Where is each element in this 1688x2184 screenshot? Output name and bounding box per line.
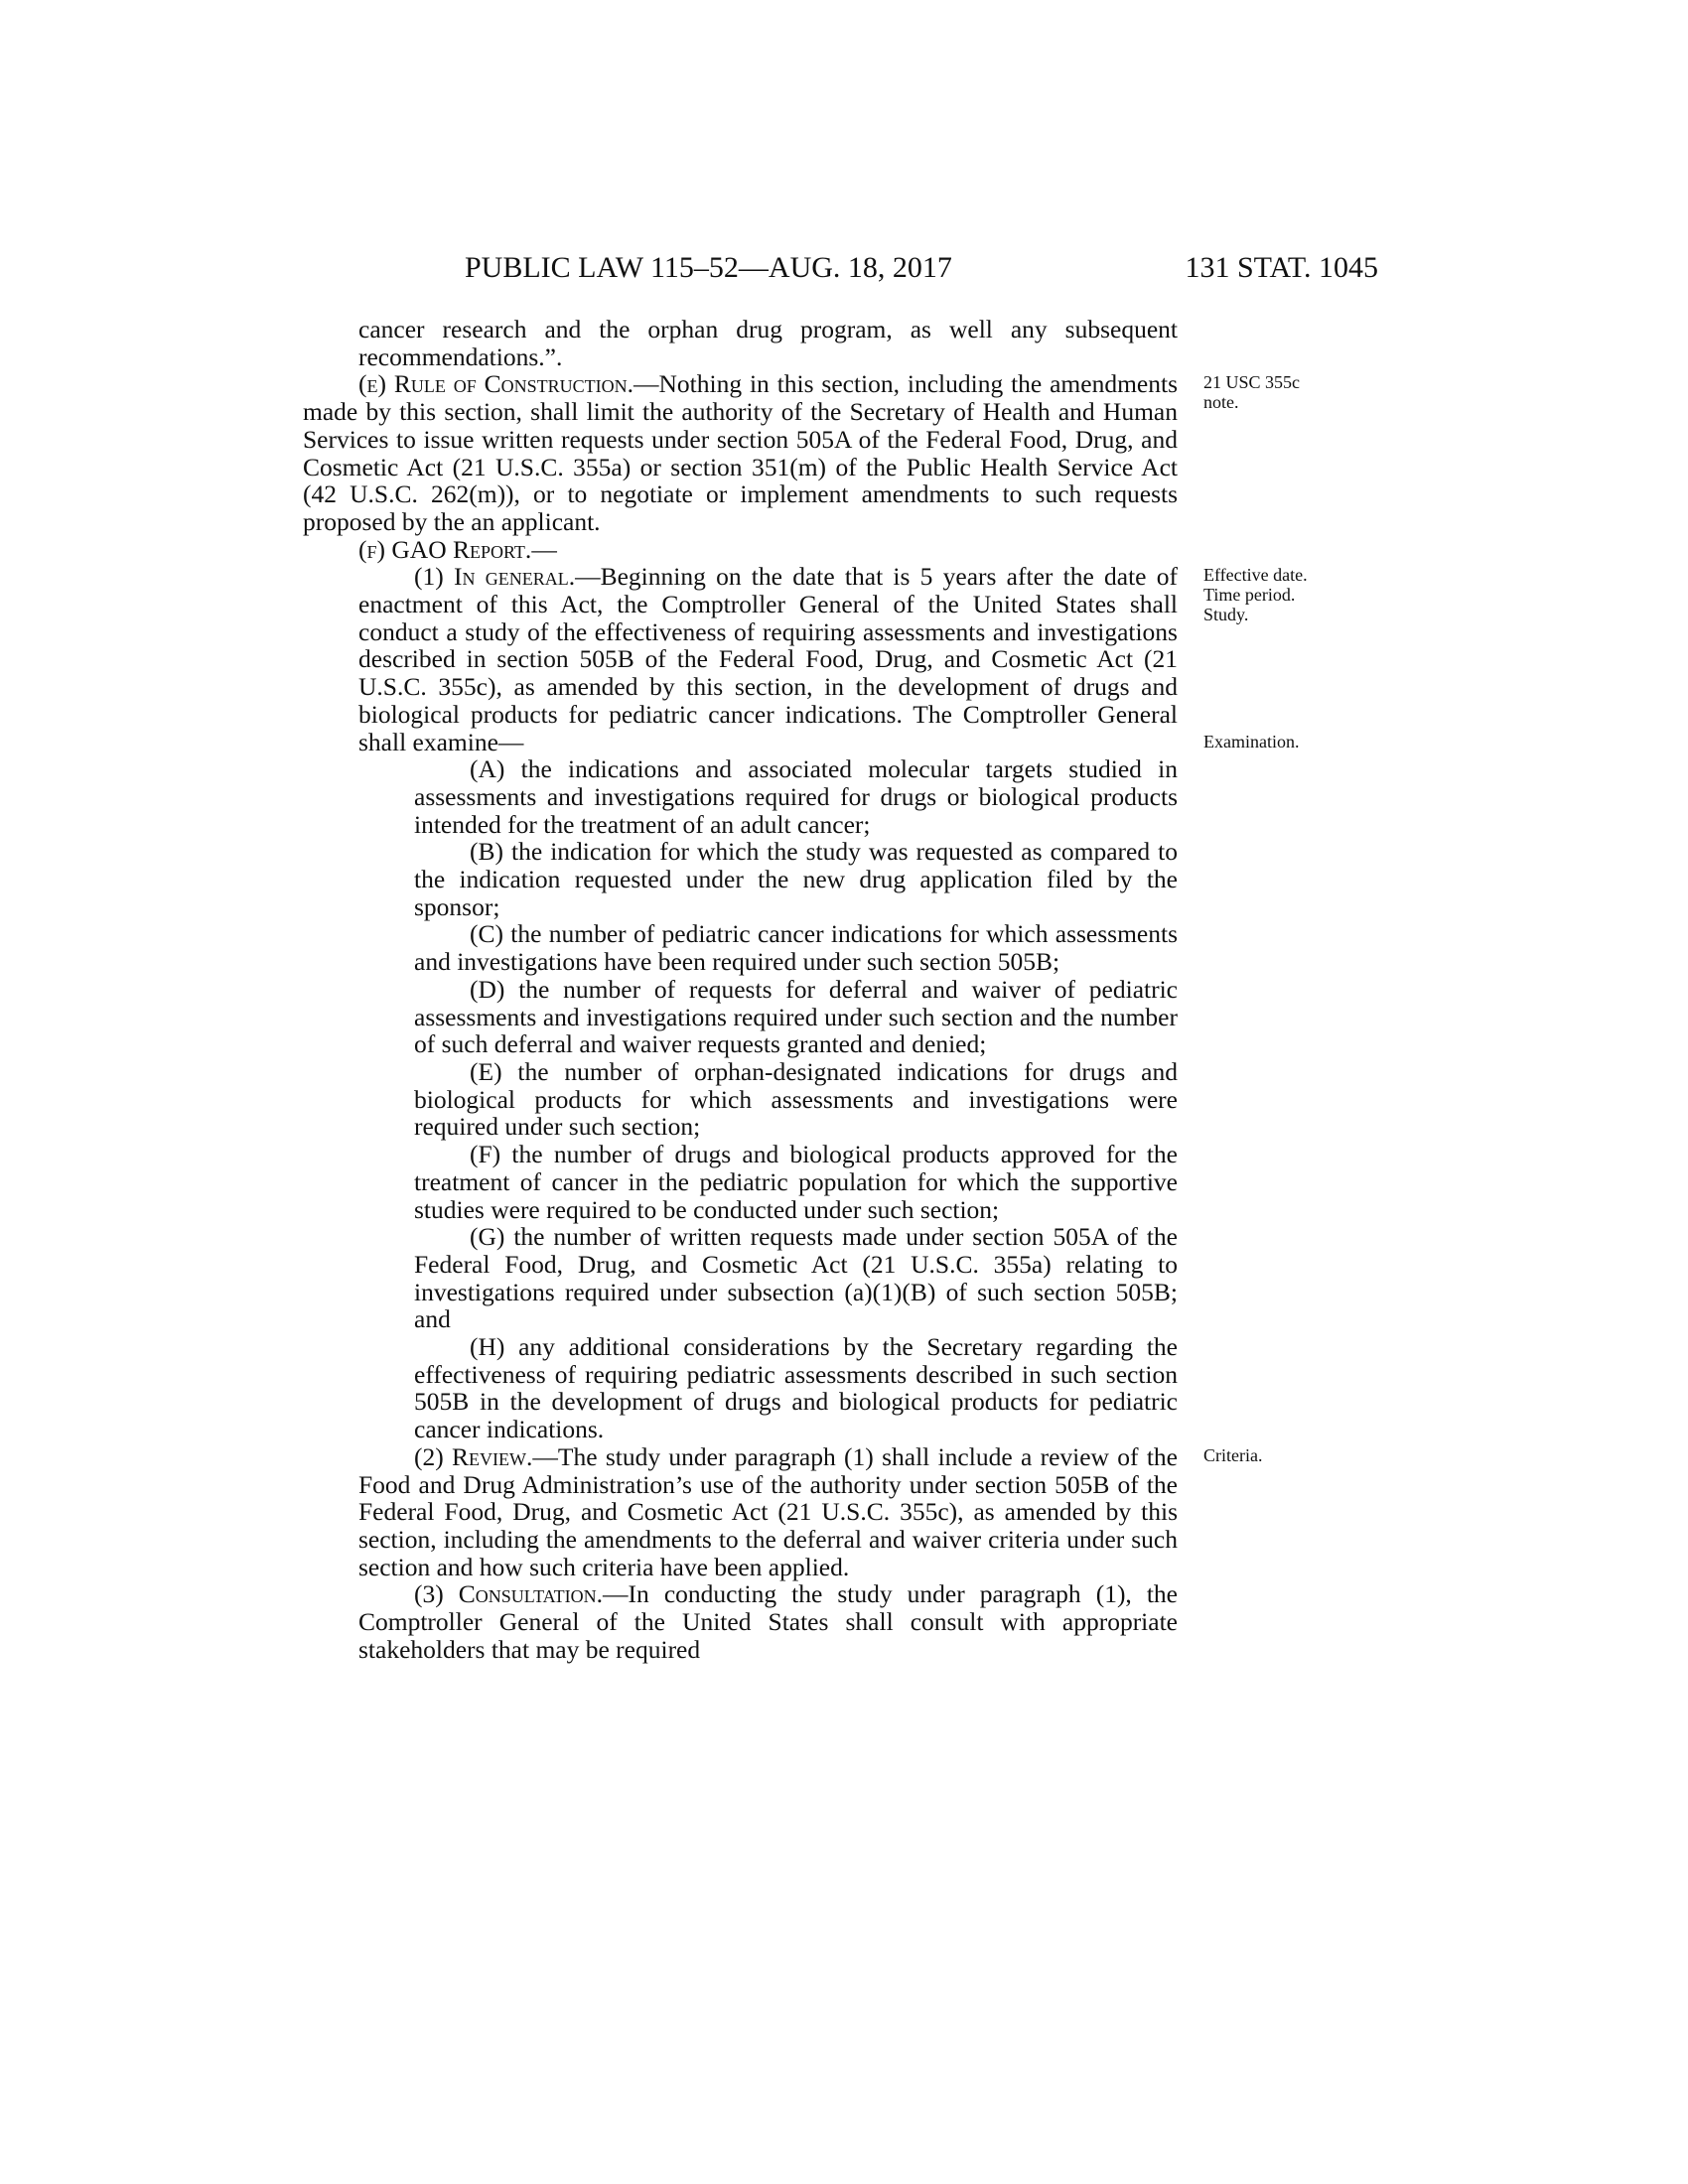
subsection-e-text: —Nothing in this section, including the amendments made by this section, shall limit the authority of the Secretary of Health and Human Services to issue written requests under section 505A of the Federal Food, Drug, and Cosmetic Act (21 U.S.C. 355a) or section 351(m) of the Public Health Service Act (42 U.S.C. 262(m)), or to negotiate or implement amendments to such requests proposed by the an applicant.	[303, 369, 1178, 536]
paragraph-2-heading: (2) Review.	[414, 1441, 533, 1471]
paragraph-1-heading: (1) In general.	[414, 562, 576, 592]
margin-note-examination: Examination.	[1203, 732, 1300, 752]
paragraph-2-text: —The study under paragraph (1) shall include a review of the Food and Drug Administration’s use of the authority under section 505B of the Federal Food, Drug, and Cosmetic Act (21 U.S.C. 355c), as amended by this section, including the amendments to the deferral and waiver criteria under such section and how such criteria have been applied.	[358, 1441, 1178, 1581]
public-law-citation: PUBLIC LAW 115–52—AUG. 18, 2017	[465, 251, 952, 284]
paragraph-3	[0, 1580, 1178, 1663]
document-body	[0, 316, 1688, 1663]
paragraph-2	[0, 1441, 1263, 1581]
margin-note-effective: Effective date. Time period. Study.	[1203, 565, 1308, 625]
paragraph-3-text: —In conducting the study under paragraph (1), the Comptroller General of the United States shall consult with appropriate stakeholders that may be required	[358, 1579, 1178, 1664]
subsection-f	[0, 536, 1178, 564]
subsection-f-heading: (f) GAO Report.	[358, 534, 532, 564]
subparagraph-b: (B) the indication for which the study was requested as compared to the indication requested under the new drug application filed by the sponsor;	[414, 837, 1178, 921]
statute-page-number: 131 STAT. 1045	[1185, 251, 1378, 284]
continuation-paragraph: cancer research and the orphan drug program, as well any subsequent recommendations.”.	[358, 315, 1178, 371]
subparagraph-d: (D) the number of requests for deferral and waiver of pediatric assessments and investigations required under such section and the number of such deferral and waiver requests granted and denied;	[414, 974, 1178, 1059]
paragraph-1	[0, 562, 1308, 756]
subsection-f-dash: —	[531, 534, 557, 564]
paragraph-1-text: —Beginning on the date that is 5 years after the date of enactment of this Act, the Comptroller General of the United States shall conduct a study of the effectiveness of requiring assessments and investigations described in section 505B of the Federal Food, Drug, and Cosmetic Act (21 U.S.C. 355c), as amended by this section, in the development of drugs and biological products for pediatric cancer indications. The Comptroller General shall examine—	[358, 562, 1178, 756]
subparagraph-h: (H) any additional considerations by the Secretary regarding the effectiveness of requiring pediatric assessments described in such section 505B in the development of drugs and biological products for pediatric cancer indications.	[414, 1332, 1178, 1444]
subsection-e-heading: (e) Rule of Construction.	[358, 369, 634, 399]
paragraph-3-heading: (3) Consultation.	[414, 1579, 604, 1609]
subparagraph-g: (G) the number of written requests made under section 505A of the Federal Food, Drug, and Cosmetic Act (21 U.S.C. 355a) relating to investigations required under subsection (a)(1)(B) of such section 505B; and	[414, 1222, 1178, 1334]
running-head	[465, 248, 1378, 288]
subparagraph-a: (A) the indications and associated molecular targets studied in assessments and investigations required for drugs or biological products intended for the treatment of an adult cancer;	[414, 754, 1178, 839]
subparagraph-c: (C) the number of pediatric cancer indications for which assessments and investigations have been required under such section 505B;	[414, 919, 1178, 977]
subparagraph-e: (E) the number of orphan-designated indications for drugs and biological products for which assessments and investigations were required under such section;	[414, 1056, 1178, 1142]
subsection-e	[0, 369, 1301, 536]
margin-note-criteria: Criteria.	[1203, 1444, 1263, 1465]
margin-note-usc: 21 USC 355c note.	[1203, 372, 1301, 413]
subparagraph-f: (F) the number of drugs and biological products approved for the treatment of cancer in the pediatric population for which the supportive studies were required to be conducted under such section;	[414, 1140, 1178, 1224]
